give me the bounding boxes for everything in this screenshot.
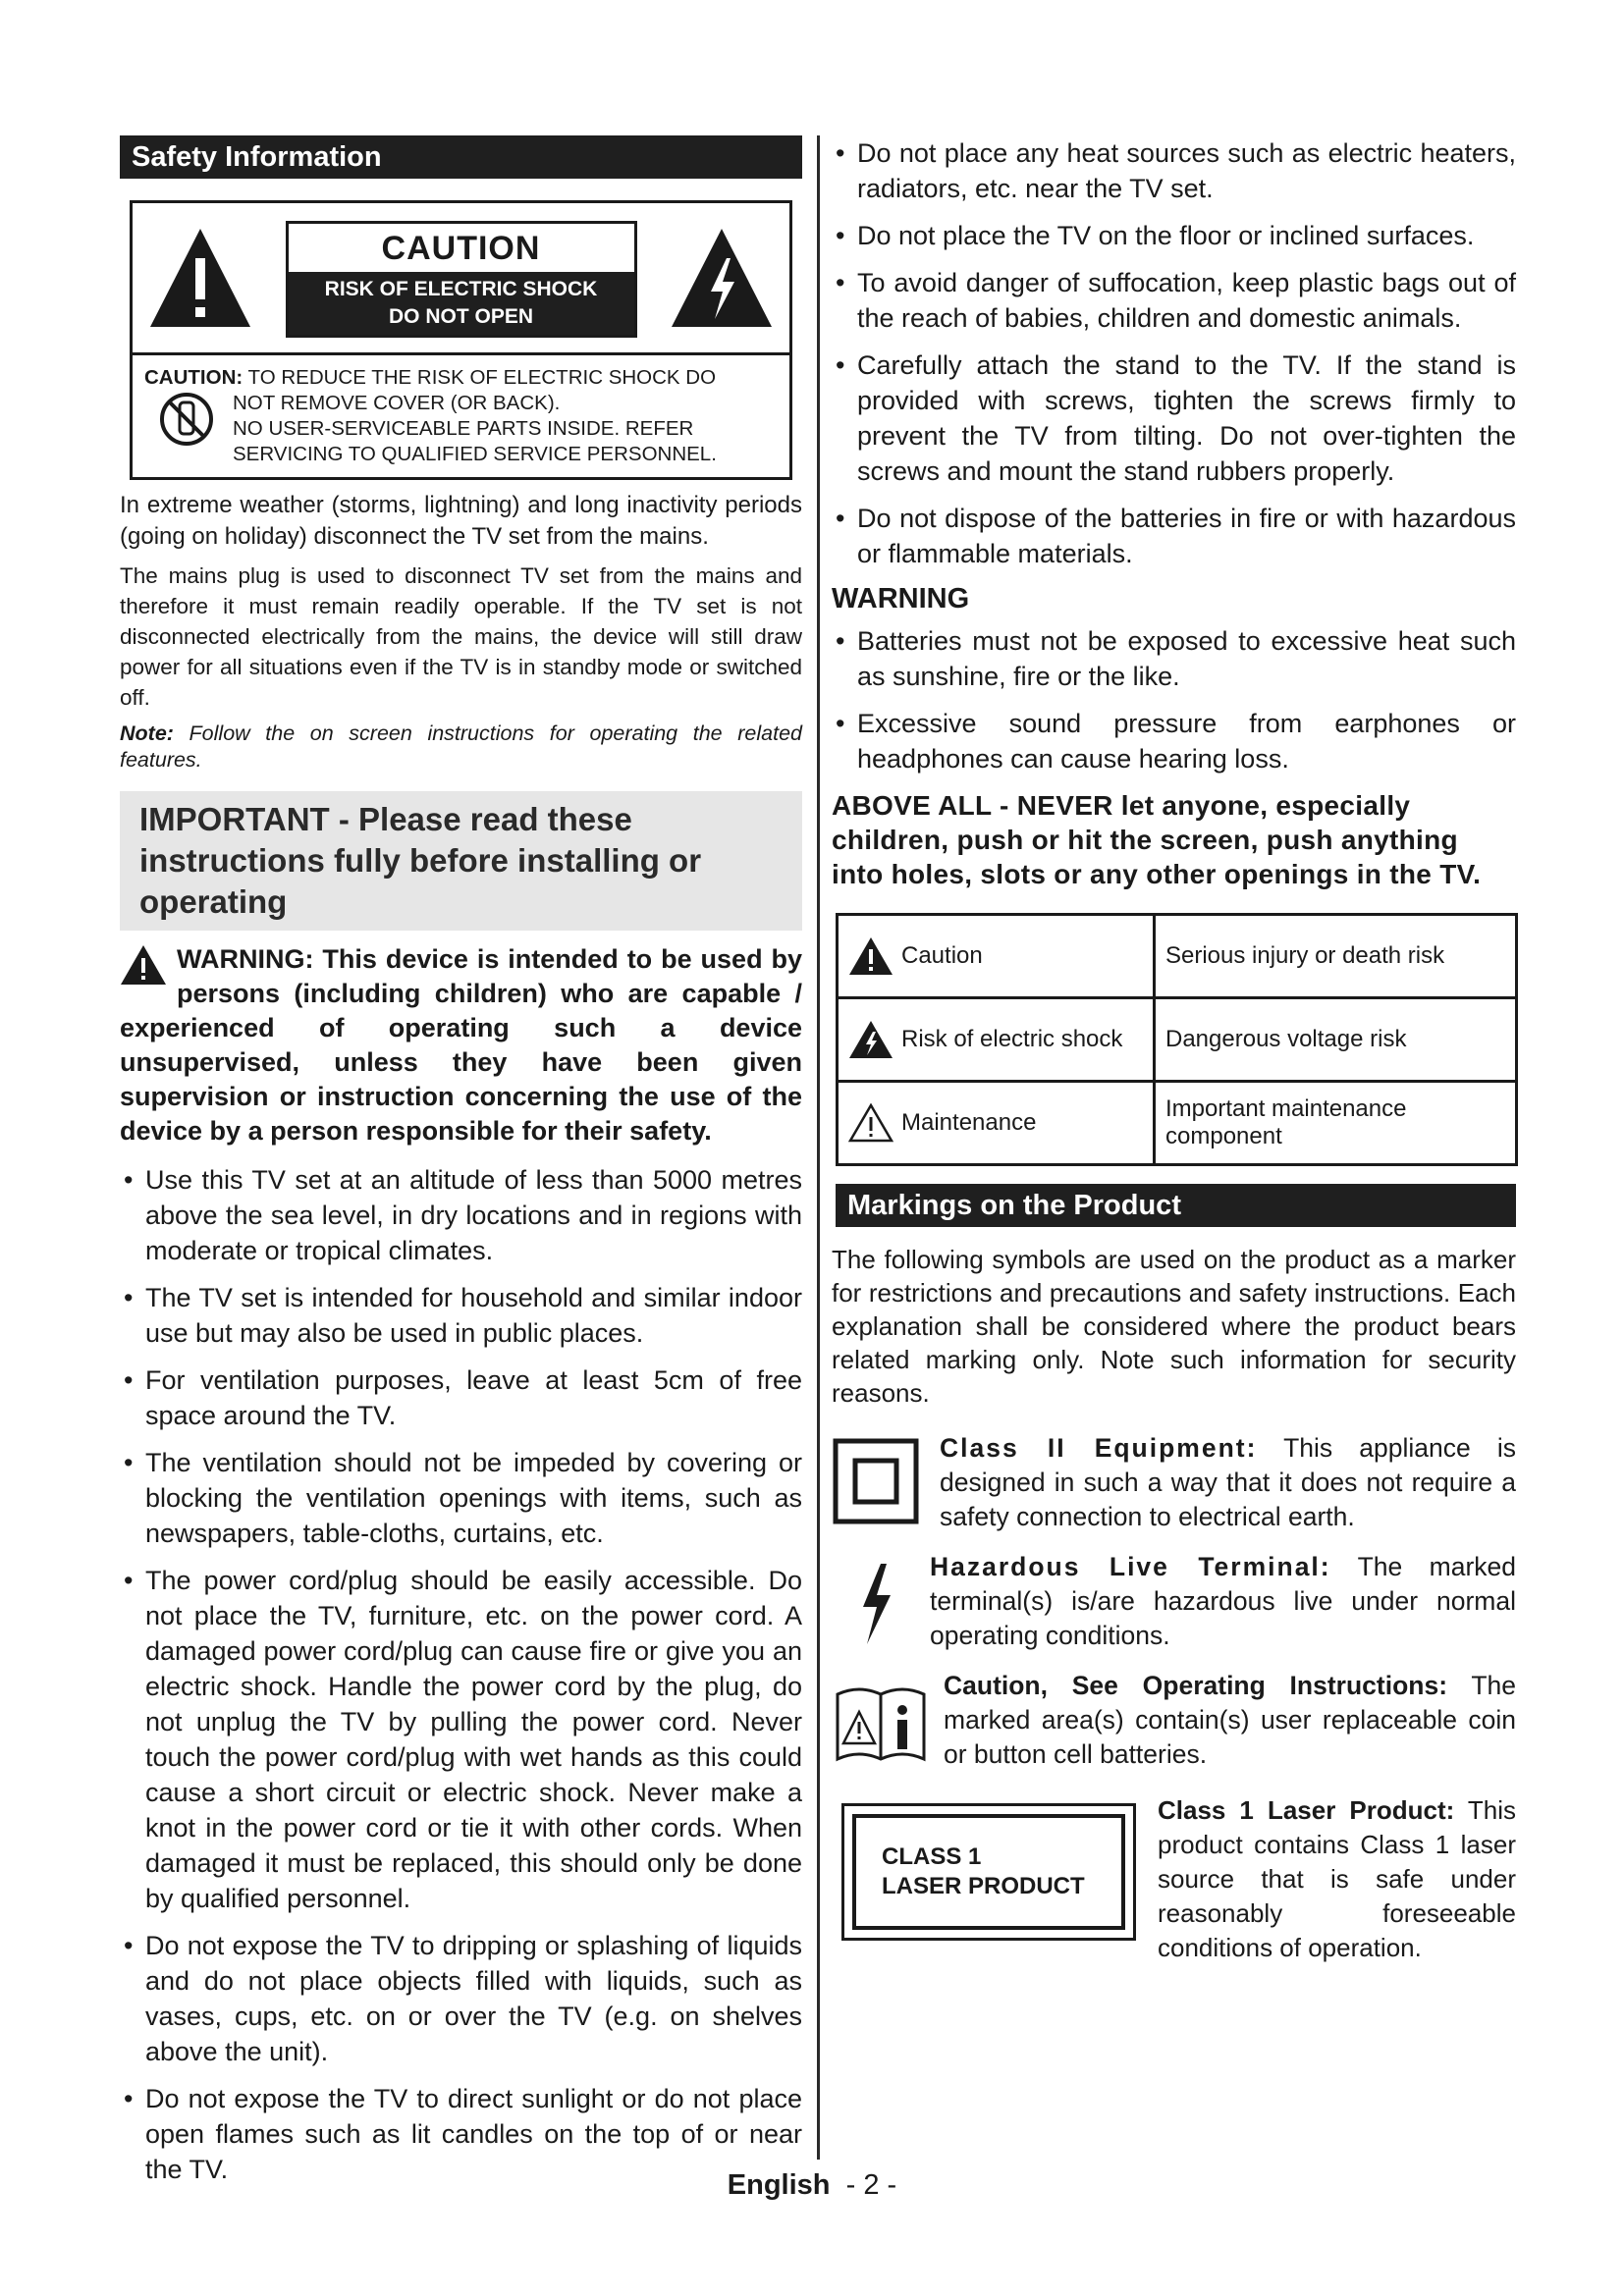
no-user-serviceable-icon bbox=[158, 391, 215, 448]
column-divider bbox=[817, 135, 820, 2160]
warning-block bbox=[120, 942, 802, 1148]
mark-text: The marked terminal(s) is/are hazardous live under normal operating conditions. bbox=[930, 1552, 1516, 1650]
note-paragraph bbox=[120, 721, 802, 774]
caution-line-3: NO USER-SERVICEABLE PARTS INSIDE. REFER bbox=[233, 417, 694, 440]
caution-bottom-label: CAUTION: bbox=[144, 366, 244, 389]
list-item: • The power cord/plug should be easily accessible. Do not place the TV, furniture, etc. on the power cord. A damaged power cord/plug can cause fire or give you an electric shock. Handle the power cord by the plug, do not unplug the TV by pulling the power cord. Never touch the power cord/plug with wet hands as this could cause a short circuit or electric shock. Never make a knot in the power cord or tie it with other cords. When damaged it must be replaced, this should only be done by qualified personnel. bbox=[120, 1563, 802, 1916]
warning-triangle-icon bbox=[120, 944, 167, 986]
right-bullet-list bbox=[832, 135, 1516, 571]
warning-bullet-list bbox=[832, 623, 1516, 776]
operating-instructions-icon bbox=[832, 1673, 930, 1771]
see-instructions-item bbox=[832, 1669, 1516, 1772]
caution-sub-line-1: RISK OF ELECTRIC SHOCK bbox=[324, 277, 598, 300]
symbol-label: Maintenance bbox=[901, 1109, 1037, 1136]
meaning-cell: Dangerous voltage risk bbox=[1155, 998, 1517, 1082]
exclamation-warning-icon bbox=[146, 225, 254, 333]
laser-label-line-2: LASER PRODUCT bbox=[882, 1873, 1085, 1899]
caution-line-1: TO REDUCE THE RISK OF ELECTRIC SHOCK DO bbox=[247, 366, 717, 389]
meaning-cell: Important maintenance component bbox=[1155, 1082, 1517, 1165]
symbol-table bbox=[836, 913, 1518, 1166]
table-row bbox=[838, 998, 1517, 1082]
list-item: • Do not place the TV on the floor or inclined surfaces. bbox=[832, 218, 1516, 253]
weather-paragraph: In extreme weather (storms, lightning) and long inactivity periods (going on holiday) disconnect the TV set from the mains. bbox=[120, 492, 802, 550]
left-bullet-list bbox=[120, 1162, 802, 2187]
list-item: • For ventilation purposes, leave at least 5cm of free space around the TV. bbox=[120, 1362, 802, 1433]
list-item: • Carefully attach the stand to the TV. If the stand is provided with screws, tighten the screws firmly to prevent the TV from tilting. Do not over-tighten the screws and mount the stand rubbers properly. bbox=[832, 347, 1516, 489]
above-all-warning: ABOVE ALL - NEVER let anyone, especially children, push or hit the screen, push anything into holes, slots or any other openings in the TV. bbox=[832, 790, 1482, 889]
list-item: • Do not dispose of the batteries in fire or with hazardous or flammable materials. bbox=[832, 501, 1516, 571]
mark-text: This appliance is designed in such a way that it does not require a safety connection to electrical earth. bbox=[940, 1433, 1516, 1531]
markings-intro: The following symbols are used on the product as a marker for restrictions and precautions and safety instructions. Each explanation shall be considered where the product bears related marking only. Note such information for security reasons. bbox=[832, 1245, 1516, 1408]
caution-title: CAUTION bbox=[381, 229, 541, 267]
caution-line-4: SERVICING TO QUALIFIED SERVICE PERSONNEL. bbox=[233, 443, 717, 465]
footer-language: English bbox=[727, 2169, 831, 2201]
important-banner: IMPORTANT - Please read these instructions fully before installing or operating bbox=[120, 791, 802, 931]
caution-subtitle bbox=[289, 272, 634, 335]
page-footer bbox=[0, 2169, 1624, 2202]
footer-page-number: - 2 - bbox=[845, 2169, 897, 2201]
safety-information-header: Safety Information bbox=[120, 135, 802, 179]
right-column bbox=[832, 135, 1516, 1981]
warning-block-text: WARNING: This device is intended to be used by persons (including children) who are capable / experienced of operating such a device unsupervised, unless they have been given supervision or instruction concerning the use of the device by a person responsible for their safety. bbox=[120, 944, 802, 1146]
table-row bbox=[838, 1082, 1517, 1165]
caution-line-2: NOT REMOVE COVER (OR BACK). bbox=[233, 392, 561, 414]
symbol-cell bbox=[838, 1082, 1155, 1165]
note-text: Follow the on screen instructions for operating the related features. bbox=[120, 721, 802, 772]
markings-header: Markings on the Product bbox=[836, 1184, 1516, 1227]
electric-shock-triangle-icon bbox=[848, 1020, 893, 1059]
meaning-cell: Serious injury or death risk bbox=[1155, 915, 1517, 998]
mark-title: Hazardous Live Terminal: bbox=[930, 1552, 1331, 1581]
list-item: • Excessive sound pressure from earphones or headphones can cause hearing loss. bbox=[832, 706, 1516, 776]
mark-title: Class II Equipment: bbox=[940, 1433, 1258, 1463]
list-item: • Do not expose the TV to direct sunlight or do not place open flames such as lit candles on the top of or near the TV. bbox=[120, 2081, 802, 2187]
maintenance-triangle-icon bbox=[848, 1103, 893, 1143]
caution-sub-line-2: DO NOT OPEN bbox=[388, 304, 533, 328]
lightning-warning-icon bbox=[668, 225, 776, 333]
class-ii-item bbox=[832, 1431, 1516, 1534]
mark-text: The marked area(s) contain(s) user replaceable coin or button cell batteries. bbox=[944, 1671, 1516, 1769]
caution-box bbox=[130, 200, 792, 480]
mark-title: Caution, See Operating Instructions: bbox=[944, 1671, 1448, 1700]
laser-product-item bbox=[832, 1793, 1516, 1965]
list-item: • Use this TV set at an altitude of less than 5000 metres above the sea level, in dry locations and in regions with moderate or tropical climates. bbox=[120, 1162, 802, 1268]
warning-heading: WARNING bbox=[832, 583, 970, 614]
mark-text: This product contains Class 1 laser source that is safe under reasonably foreseeable conditions of operation. bbox=[1158, 1795, 1516, 1962]
list-item: • The ventilation should not be impeded by covering or blocking the ventilation openings with items, such as newspapers, table-cloths, curtains, etc. bbox=[120, 1445, 802, 1551]
mains-plug-paragraph: The mains plug is used to disconnect TV set from the mains and therefore it must remain readily operable. If the TV set is not disconnected electrically from the mains, the device will still draw power for all situations even if the TV is in standby mode or switched off. bbox=[120, 563, 802, 710]
laser-label-line-1: CLASS 1 bbox=[882, 1843, 982, 1870]
list-item: • Do not place any heat sources such as electric heaters, radiators, etc. near the TV set. bbox=[832, 135, 1516, 206]
hazardous-live-item bbox=[832, 1550, 1516, 1653]
class-1-laser-label bbox=[841, 1803, 1136, 1941]
list-item: • Do not expose the TV to dripping or splashing of liquids and do not place objects filled with liquids, such as vases, cups, etc. on or over the TV (e.g. on shelves above the unit). bbox=[120, 1928, 802, 2069]
list-item: • The TV set is intended for household and similar indoor use but may also be used in public places. bbox=[120, 1280, 802, 1351]
left-column bbox=[120, 135, 802, 2199]
caution-label bbox=[286, 221, 637, 338]
symbol-label: Caution bbox=[901, 942, 983, 969]
table-row bbox=[838, 915, 1517, 998]
class-ii-equipment-icon bbox=[832, 1437, 920, 1525]
symbol-cell bbox=[838, 915, 1155, 998]
list-item: • To avoid danger of suffocation, keep plastic bags out of the reach of babies, children and domestic animals. bbox=[832, 265, 1516, 336]
symbol-label: Risk of electric shock bbox=[901, 1026, 1123, 1052]
list-item: • Batteries must not be exposed to excessive heat such as sunshine, fire or the like. bbox=[832, 623, 1516, 694]
mark-title: Class 1 Laser Product: bbox=[1158, 1795, 1455, 1825]
symbol-cell bbox=[838, 998, 1155, 1082]
note-label: Note: bbox=[120, 721, 174, 745]
hazardous-live-icon bbox=[851, 1560, 900, 1648]
caution-triangle-icon bbox=[848, 936, 893, 976]
